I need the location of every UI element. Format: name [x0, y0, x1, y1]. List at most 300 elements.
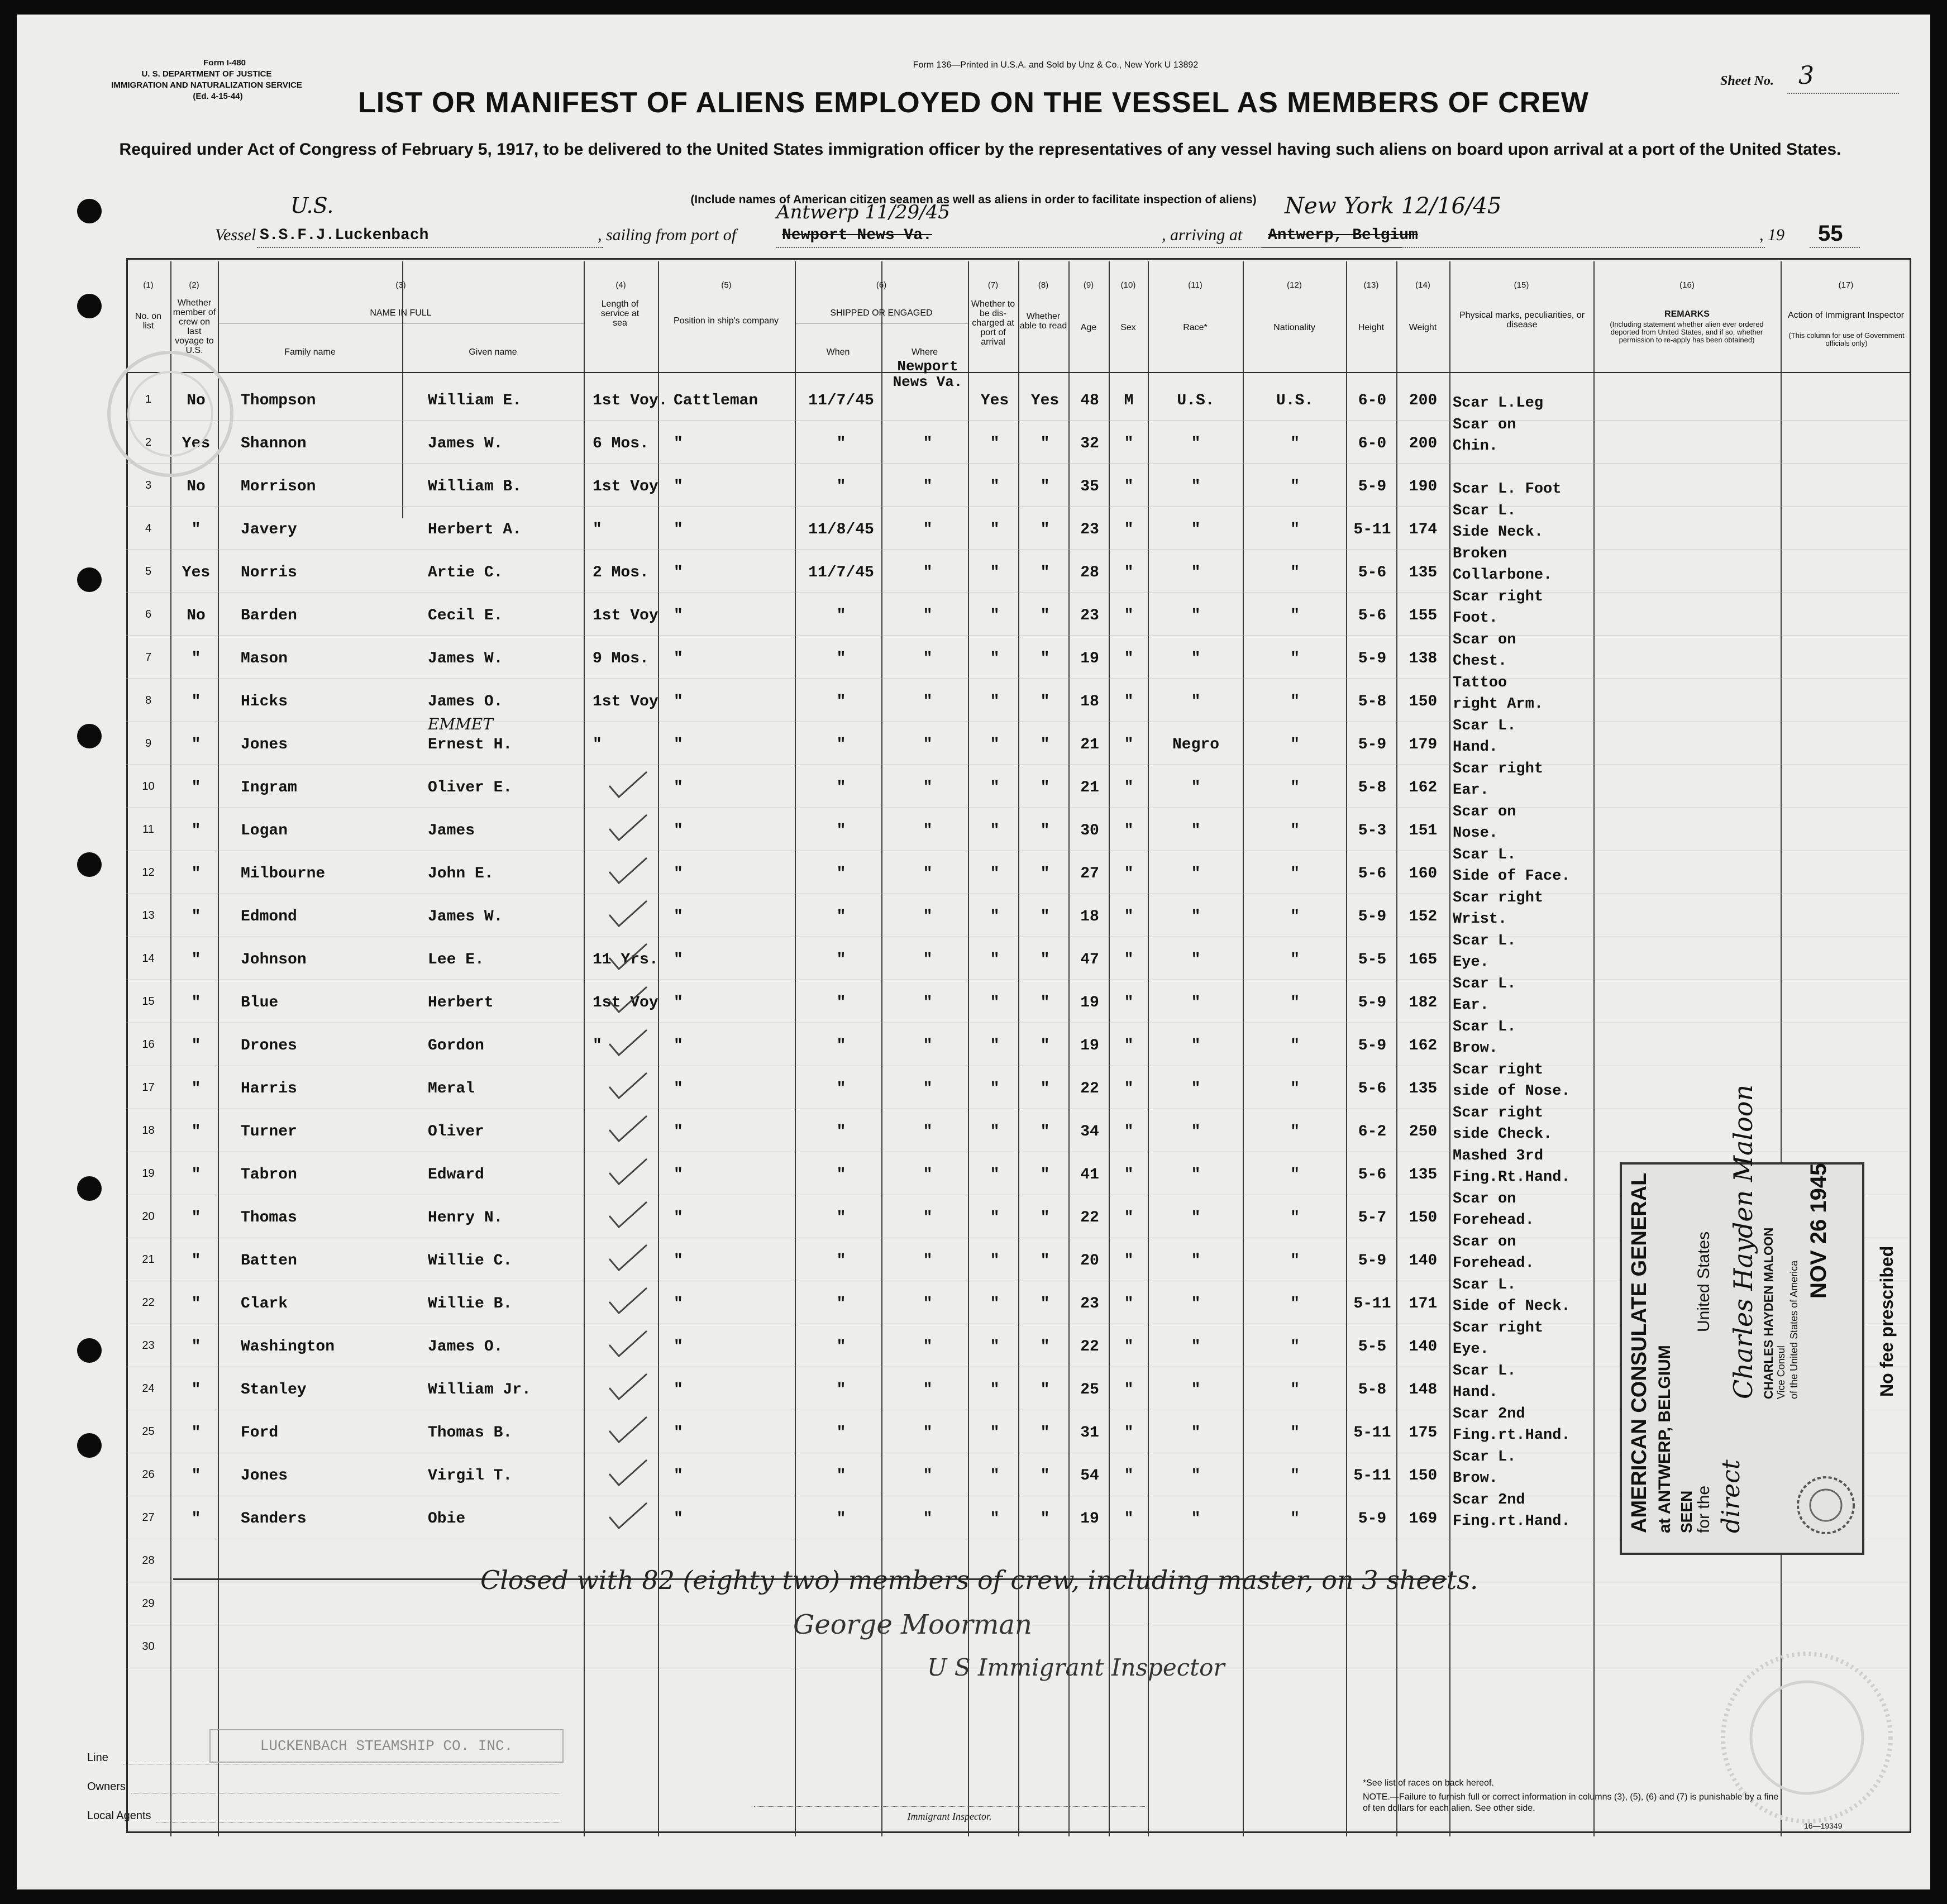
row-shipped-when: " [836, 951, 846, 968]
col-action: Action of Immigrant Inspector [1787, 311, 1905, 320]
row-service: 1st Voy [593, 994, 658, 1011]
row-number: 11 [142, 823, 154, 836]
row-position: " [674, 564, 683, 581]
row-physical-mark: Scar L. [1453, 933, 1516, 949]
row-discharged: " [990, 1510, 1000, 1528]
row-last-voyage: " [191, 1381, 201, 1399]
row-number: 27 [142, 1511, 155, 1524]
row-shipped-where: " [923, 822, 933, 839]
row-weight: 150 [1409, 693, 1438, 710]
row-race: " [1191, 478, 1201, 495]
row-sex: " [1124, 650, 1134, 667]
row-last-voyage: " [191, 908, 201, 925]
row-age: 19 [1080, 1510, 1099, 1528]
stamp-for: for the [1695, 1485, 1713, 1533]
row-race: " [1191, 908, 1201, 925]
col-family-name: Family name [284, 347, 336, 357]
table-row [126, 1105, 1908, 1152]
row-number: 13 [142, 909, 155, 922]
row-family-name: Clark [241, 1295, 288, 1313]
row-sex: " [1124, 1252, 1134, 1270]
row-position: " [674, 1037, 683, 1054]
row-shipped-where: " [923, 1338, 933, 1356]
stamp-seen: SEEN [1678, 1490, 1695, 1533]
arriving-hand-note: New York 12/16/45 [1285, 193, 1502, 219]
row-family-name: Turner [241, 1123, 297, 1141]
checkmark-icon [607, 1113, 651, 1147]
row-number: 29 [142, 1597, 155, 1610]
row-able-read: " [1040, 1467, 1050, 1485]
row-family-name: Thompson [241, 392, 316, 409]
row-number: 15 [142, 995, 155, 1008]
row-nationality: " [1290, 564, 1300, 581]
sheet-label: Sheet No. [1720, 74, 1774, 88]
row-sex: " [1124, 478, 1134, 495]
row-physical-mark: Ear. [1453, 782, 1489, 799]
row-sex: " [1124, 1037, 1134, 1054]
checkmark-icon [607, 1199, 651, 1233]
row-discharged: " [990, 1467, 1000, 1485]
row-physical-mark: Scar right [1453, 589, 1544, 605]
row-weight: 155 [1409, 607, 1438, 624]
row-number: 18 [142, 1124, 155, 1137]
row-shipped-when: 11/7/45 [808, 392, 874, 409]
row-shipped-where: " [923, 1037, 933, 1054]
row-shipped-when: " [836, 435, 846, 452]
col-where: Where [911, 347, 938, 357]
row-nationality: " [1290, 1080, 1300, 1097]
row-physical-mark: Chin. [1453, 438, 1499, 455]
row-shipped-where: " [923, 1166, 933, 1184]
row-nationality: " [1290, 779, 1300, 796]
row-physical-mark: right Arm. [1453, 696, 1544, 713]
row-position: " [674, 865, 683, 882]
row-given-name: Cecil E. [428, 607, 503, 624]
row-last-voyage: " [191, 1080, 201, 1097]
checkmark-icon [607, 1328, 651, 1362]
row-last-voyage: " [191, 650, 201, 667]
row-height: 5-6 [1358, 564, 1387, 581]
row-service: 1st Voy [593, 607, 658, 624]
row-physical-mark: Tattoo [1453, 675, 1507, 691]
row-last-voyage: " [191, 1338, 201, 1356]
row-physical-mark: Scar on [1453, 632, 1516, 648]
row-shipped-where: " [923, 1080, 933, 1097]
row-given-name: James W. [428, 435, 503, 452]
table-row [126, 675, 1908, 722]
row-discharged: " [990, 865, 1000, 882]
row-number: 17 [142, 1081, 155, 1094]
row-number: 10 [142, 780, 155, 793]
row-shipped-where: " [923, 736, 933, 753]
checkmark-icon [607, 984, 651, 1018]
row-age: 23 [1080, 1295, 1099, 1313]
row-sex: " [1124, 607, 1134, 624]
row-physical-mark: Scar 2nd [1453, 1406, 1525, 1423]
row-discharged: " [990, 1424, 1000, 1442]
col-physical-marks: Physical marks, peculiarities, or disease [1459, 311, 1585, 330]
row-race: " [1191, 650, 1201, 667]
colnum-3: (3) [395, 280, 406, 290]
owners-label: Owners [87, 1781, 126, 1793]
row-last-voyage: " [191, 1252, 201, 1270]
row-age: 22 [1080, 1080, 1099, 1097]
row-weight: 151 [1409, 822, 1438, 839]
row-weight: 135 [1409, 1166, 1438, 1184]
row-sex: " [1124, 521, 1134, 538]
checkmark-icon [607, 941, 651, 975]
col-length-service: Length of service at sea [600, 299, 640, 328]
table-row [126, 1062, 1908, 1109]
row-sex: " [1124, 994, 1134, 1011]
row-weight: 150 [1409, 1467, 1438, 1485]
row-position: " [674, 994, 683, 1011]
row-able-read: " [1040, 1424, 1050, 1442]
row-shipped-when: " [836, 1467, 846, 1485]
row-physical-mark: Foot. [1453, 610, 1499, 627]
row-race: " [1191, 1252, 1201, 1270]
row-sex: " [1124, 1209, 1134, 1227]
stamp-direct: direct [1717, 1459, 1745, 1533]
row-age: 54 [1080, 1467, 1099, 1485]
row-physical-mark: Side of Face. [1453, 868, 1571, 885]
row-race: Negro [1172, 736, 1219, 753]
row-physical-mark: Fing.rt.Hand. [1453, 1427, 1571, 1444]
row-service: 2 Mos. [593, 564, 649, 581]
col-when: When [826, 347, 850, 357]
row-given-name: William B. [428, 478, 522, 495]
row-sex: " [1124, 736, 1134, 753]
row-discharged: " [990, 951, 1000, 968]
edition: (Ed. 4-15-44) [193, 92, 243, 101]
row-physical-mark: Scar L. [1453, 718, 1516, 734]
row-nationality: " [1290, 435, 1300, 452]
row-given-name: Henry N. [428, 1209, 503, 1227]
row-physical-mark: Forehead. [1453, 1255, 1534, 1272]
closing-statement: Closed with 82 (eighty two) members of crew, including master, on 3 sheets. [480, 1565, 1478, 1595]
row-discharged: " [990, 650, 1000, 667]
row-able-read: " [1040, 822, 1050, 839]
row-weight: 152 [1409, 908, 1438, 925]
col-given-name: Given name [469, 347, 517, 357]
row-height: 5-6 [1358, 1080, 1387, 1097]
row-race: U.S. [1177, 392, 1215, 409]
form-id: Form I-480 [203, 58, 246, 68]
row-given-name: Edward [428, 1166, 484, 1184]
row-shipped-where: " [923, 521, 933, 538]
colnum-8: (8) [1038, 280, 1049, 290]
row-physical-mark: Scar L. [1453, 1363, 1516, 1380]
row-sex: " [1124, 1510, 1134, 1528]
row-last-voyage: " [191, 1037, 201, 1054]
row-position: " [674, 435, 683, 452]
row-given-name: Artie C. [428, 564, 503, 581]
vessel-label: Vessel [215, 226, 256, 244]
row-number: 22 [142, 1296, 155, 1309]
row-last-voyage: Yes [182, 564, 211, 581]
row-weight: 179 [1409, 736, 1438, 753]
row-able-read: " [1040, 1252, 1050, 1270]
row-physical-mark: Scar right [1453, 1105, 1544, 1122]
row-shipped-where: " [923, 1381, 933, 1399]
col-race: Race* [1183, 323, 1208, 332]
row-given-name: Virgil T. [428, 1467, 513, 1485]
colnum-9: (9) [1083, 280, 1094, 290]
row-weight: 182 [1409, 994, 1438, 1011]
row-position: " [674, 1166, 683, 1184]
row-last-voyage: No [187, 478, 206, 495]
row-shipped-when: " [836, 865, 846, 882]
line-stamp: LUCKENBACH STEAMSHIP CO. INC. [209, 1729, 564, 1763]
row-discharged: " [990, 607, 1000, 624]
table-row [126, 890, 1908, 937]
row-shipped-when: " [836, 1295, 846, 1313]
row-last-voyage: " [191, 521, 201, 538]
row-able-read: " [1040, 908, 1050, 925]
row-age: 23 [1080, 521, 1099, 538]
row-sex: " [1124, 865, 1134, 882]
checkmark-icon [607, 769, 651, 803]
requirement-text: Required under Act of Congress of February 5, 1917, to be delivered to the United States immigration officer by the representatives of any vessel having such aliens on board upon arrival at a port of the United States. [119, 140, 1841, 159]
row-shipped-where: " [923, 908, 933, 925]
row-nationality: " [1290, 822, 1300, 839]
row-physical-mark: Scar right [1453, 1320, 1544, 1337]
row-weight: 135 [1409, 1080, 1438, 1097]
row-age: 34 [1080, 1123, 1099, 1141]
colnum-4: (4) [615, 280, 626, 290]
row-weight: 171 [1409, 1295, 1438, 1313]
checkmark-icon [607, 812, 651, 846]
row-shipped-when: " [836, 1338, 846, 1356]
row-physical-mark: Eye. [1453, 954, 1489, 971]
row-discharged: " [990, 908, 1000, 925]
row-race: " [1191, 564, 1201, 581]
row-shipped-when: " [836, 908, 846, 925]
row-height: 5-6 [1358, 1166, 1387, 1184]
row-family-name: Harris [241, 1080, 297, 1097]
col-nationality: Nationality [1273, 323, 1315, 332]
row-shipped-when: 11/8/45 [808, 521, 874, 538]
page-title: LIST OR MANIFEST OF ALIENS EMPLOYED ON THE VESSEL AS MEMBERS OF CREW [358, 87, 1589, 119]
col-age: Age [1080, 323, 1097, 332]
row-physical-mark: Scar L.Leg [1453, 395, 1544, 412]
row-weight: 175 [1409, 1424, 1438, 1442]
row-family-name: Tabron [241, 1166, 297, 1184]
colnum-5: (5) [721, 280, 732, 290]
row-last-voyage: " [191, 1295, 201, 1313]
stamp-title: Vice Consul [1776, 1345, 1787, 1399]
row-height: 5-9 [1358, 994, 1387, 1011]
row-height: 5-5 [1358, 1338, 1387, 1356]
row-service: 1st Voy [593, 478, 658, 495]
col-discharged: Whether to be dis-charged at port of arrival [971, 299, 1015, 347]
row-height: 5-9 [1358, 1252, 1387, 1270]
row-shipped-when: " [836, 1381, 846, 1399]
row-shipped-where: " [923, 693, 933, 710]
table-row [126, 358, 1908, 421]
row-shipped-where: " [923, 1510, 933, 1528]
row-family-name: Milbourne [241, 865, 326, 882]
row-last-voyage: " [191, 693, 201, 710]
row-weight: 200 [1409, 435, 1438, 452]
row-physical-mark: Scar L. [1453, 847, 1516, 863]
row-family-name: Hicks [241, 693, 288, 710]
row-race: " [1191, 1338, 1201, 1356]
row-position: " [674, 693, 683, 710]
row-physical-mark: Nose. [1453, 825, 1499, 842]
row-physical-mark: Forehead. [1453, 1212, 1534, 1229]
col-remarks: REMARKS [1664, 309, 1710, 319]
given-name-correction: EMMET [428, 715, 493, 733]
row-sex: M [1124, 392, 1134, 409]
row-physical-mark: Collarbone. [1453, 567, 1553, 584]
row-able-read: " [1040, 607, 1050, 624]
row-nationality: " [1290, 736, 1300, 753]
row-race: " [1191, 1166, 1201, 1184]
row-service: " [593, 521, 602, 538]
row-weight: 200 [1409, 392, 1438, 409]
sailing-label: , sailing from port of [598, 226, 737, 244]
checkmark-icon [607, 898, 651, 932]
row-shipped-when: " [836, 478, 846, 495]
row-last-voyage: " [191, 779, 201, 796]
row-last-voyage: " [191, 865, 201, 882]
row-height: 5-5 [1358, 951, 1387, 968]
row-position: " [674, 1080, 683, 1097]
row-age: 32 [1080, 435, 1099, 452]
row-physical-mark: Scar L. [1453, 976, 1516, 992]
row-physical-mark: Broken [1453, 546, 1507, 562]
row-nationality: U.S. [1276, 392, 1314, 409]
row-family-name: Morrison [241, 478, 316, 495]
row-able-read: " [1040, 779, 1050, 796]
row-nationality: " [1290, 1424, 1300, 1442]
row-able-read: " [1040, 650, 1050, 667]
row-shipped-when: " [836, 1166, 846, 1184]
row-physical-mark: Brow. [1453, 1040, 1499, 1057]
row-able-read: " [1040, 951, 1050, 968]
row-family-name: Jones [241, 736, 288, 753]
row-physical-mark: Hand. [1453, 739, 1499, 756]
row-service: " [593, 1037, 602, 1054]
row-able-read: " [1040, 521, 1050, 538]
row-physical-mark: Scar on [1453, 1234, 1516, 1251]
row-last-voyage: " [191, 822, 201, 839]
row-age: 21 [1080, 736, 1099, 753]
row-nationality: " [1290, 521, 1300, 538]
row-given-name: Willie C. [428, 1252, 513, 1270]
printer-line: Form 136—Printed in U.S.A. and Sold by Unz & Co., New York U 13892 [913, 60, 1199, 70]
row-discharged: " [990, 1381, 1000, 1399]
row-sex: " [1124, 1338, 1134, 1356]
row-shipped-where: " [923, 865, 933, 882]
row-service: " [593, 736, 602, 753]
colnum-17: (17) [1838, 280, 1854, 290]
punch-hole [77, 294, 102, 318]
row-given-name: William E. [428, 392, 522, 409]
row-shipped-when: " [836, 822, 846, 839]
row-position: " [674, 1510, 683, 1528]
row-nationality: " [1290, 865, 1300, 882]
row-shipped-when: " [836, 1123, 846, 1141]
row-number: 6 [145, 608, 152, 621]
row-nationality: " [1290, 1510, 1300, 1528]
row-physical-mark: Brow. [1453, 1470, 1499, 1487]
page-number: 55 [1818, 221, 1843, 246]
row-race: " [1191, 822, 1201, 839]
row-number: 1 [145, 393, 152, 405]
row-able-read: " [1040, 1166, 1050, 1184]
checkmark-icon [607, 1457, 651, 1491]
row-height: 5-9 [1358, 650, 1387, 667]
row-shipped-where: " [923, 564, 933, 581]
row-race: " [1191, 1037, 1201, 1054]
row-shipped-where: " [923, 650, 933, 667]
row-discharged: " [990, 1037, 1000, 1054]
row-discharged: " [990, 693, 1000, 710]
row-discharged: " [990, 822, 1000, 839]
department: U. S. DEPARTMENT OF JUSTICE [141, 69, 272, 79]
row-shipped-when: " [836, 779, 846, 796]
row-shipped-where: " [923, 435, 933, 452]
row-number: 30 [142, 1640, 155, 1653]
row-position: " [674, 1338, 683, 1356]
row-discharged: " [990, 994, 1000, 1011]
row-family-name: Washington [241, 1338, 335, 1356]
row-physical-mark: side of Nose. [1453, 1083, 1571, 1100]
row-number: 5 [145, 565, 152, 578]
row-able-read: " [1040, 693, 1050, 710]
row-weight: 190 [1409, 478, 1438, 495]
row-race: " [1191, 1209, 1201, 1227]
row-discharged: " [990, 1338, 1000, 1356]
row-weight: 135 [1409, 564, 1438, 581]
row-service: 9 Mos. [593, 650, 649, 667]
row-nationality: " [1290, 1209, 1300, 1227]
inspector-signature-title: U S Immigrant Inspector [927, 1654, 1225, 1681]
row-age: 35 [1080, 478, 1099, 495]
row-able-read: " [1040, 478, 1050, 495]
row-position: " [674, 607, 683, 624]
row-position: " [674, 1295, 683, 1313]
row-family-name: Javery [241, 521, 297, 538]
colnum-11: (11) [1188, 280, 1202, 290]
row-age: 31 [1080, 1424, 1099, 1442]
row-weight: 160 [1409, 865, 1438, 882]
row-shipped-where: Newport News Va. [893, 358, 963, 390]
row-sex: " [1124, 1424, 1134, 1442]
row-age: 20 [1080, 1252, 1099, 1270]
punch-hole [77, 852, 102, 877]
row-age: 25 [1080, 1381, 1099, 1399]
row-nationality: " [1290, 1467, 1300, 1485]
row-family-name: Stanley [241, 1381, 307, 1399]
col-sex: Sex [1120, 323, 1136, 332]
row-able-read: " [1040, 1037, 1050, 1054]
row-nationality: " [1290, 607, 1300, 624]
checkmark-icon [607, 1500, 651, 1534]
row-race: " [1191, 435, 1201, 452]
row-family-name: Thomas [241, 1209, 297, 1227]
col-no-on-list: No. on list [135, 312, 162, 331]
row-family-name: Edmond [241, 908, 297, 925]
row-position: " [674, 951, 683, 968]
row-discharged: " [990, 1080, 1000, 1097]
row-service: 1st Voy. [593, 392, 668, 409]
row-physical-mark: Chest. [1453, 653, 1507, 670]
row-given-name: Herbert A. [428, 521, 522, 538]
punch-hole [77, 1176, 102, 1201]
